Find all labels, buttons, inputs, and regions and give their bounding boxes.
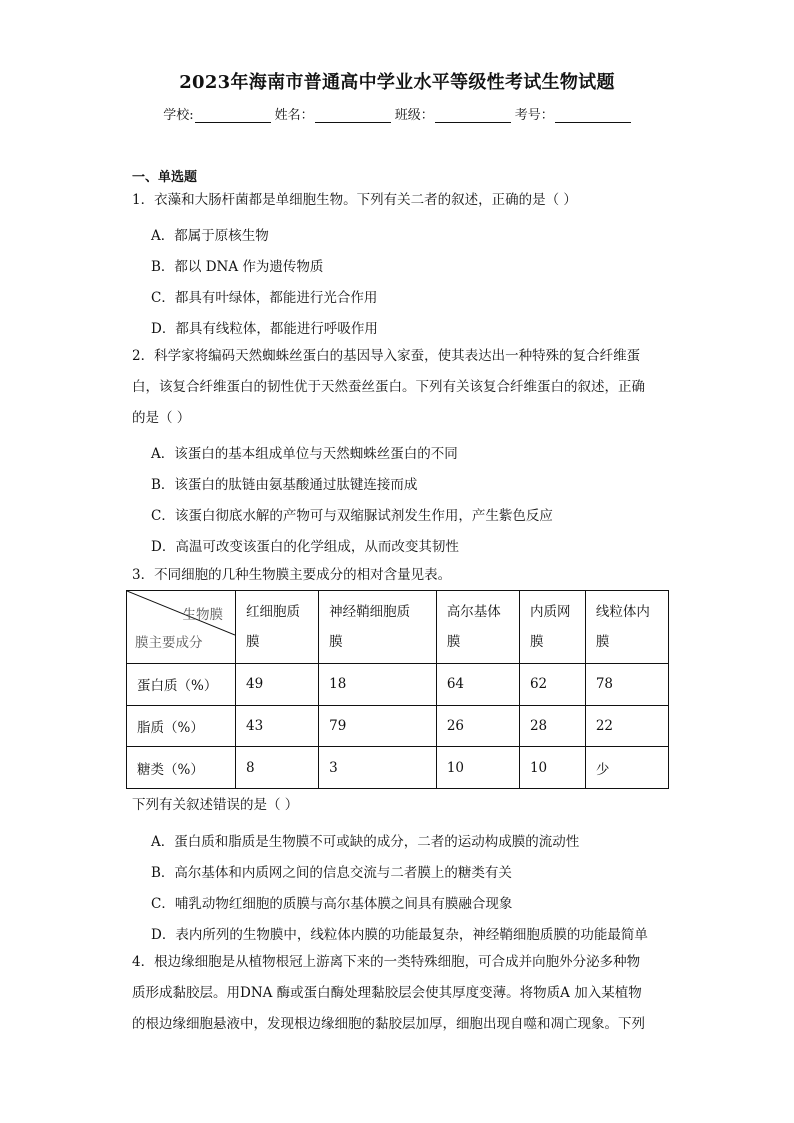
corner-top-label: 生物膜	[182, 607, 223, 623]
question-4-stem-line-2: 质形成黏胶层。用DNA 酶或蛋白酶处理黏胶层会使其厚度变薄。将物质A 加入某植物	[132, 985, 642, 1001]
question-2-option-c[interactable]: C．该蛋白彻底水解的产物可与双缩脲试剂发生作用，产生紫色反应	[151, 508, 553, 524]
table-corner-cell	[127, 591, 236, 664]
question-1-option-c[interactable]: C．都具有叶绿体，都能进行光合作用	[151, 290, 378, 306]
question-3-stem: 3．不同细胞的几种生物膜主要成分的相对含量见表。	[132, 567, 452, 583]
row-label-lipid: 脂质（%）	[127, 705, 236, 747]
class-label: 班级：	[394, 108, 434, 123]
student-info-line	[0, 104, 794, 123]
table-cell: 28	[519, 705, 585, 747]
table-cell: 10	[519, 747, 585, 789]
name-label: 姓名：	[274, 108, 314, 123]
question-2-option-d[interactable]: D．高温可改变该蛋白的化学组成，从而改变其韧性	[151, 539, 459, 555]
question-3-option-c[interactable]: C．哺乳动物红细胞的质膜与高尔基体膜之间具有膜融合现象	[151, 896, 513, 912]
corner-bottom-label: 膜主要成分	[135, 635, 203, 651]
row-label-sugar: 糖类（%）	[127, 747, 236, 789]
row-label-protein: 蛋白质（%）	[127, 664, 236, 706]
table-row	[127, 664, 669, 706]
table-cell: 49	[236, 664, 319, 706]
name-blank[interactable]	[315, 109, 391, 123]
exam-number-field[interactable]	[515, 104, 631, 123]
class-blank[interactable]	[435, 109, 511, 123]
name-field[interactable]	[275, 104, 391, 123]
table-cell: 22	[585, 705, 668, 747]
question-1-option-a[interactable]: A．都属于原核生物	[151, 228, 269, 244]
school-blank[interactable]	[195, 109, 271, 123]
table-cell: 8	[236, 747, 319, 789]
question-1-stem: 1．衣藻和大肠杆菌都是单细胞生物。下列有关二者的叙述，正确的是（ ）	[132, 192, 577, 208]
exam-number-label: 考号：	[514, 108, 554, 123]
question-2-option-b[interactable]: B．该蛋白的肽链由氨基酸通过肽键连接而成	[151, 477, 418, 493]
question-2-stem-line-2: 白，该复合纤维蛋白的韧性优于天然蚕丝蛋白。下列有关该复合纤维蛋白的叙述，正确	[132, 379, 645, 395]
table-cell: 26	[436, 705, 519, 747]
exam-title: 2023年海南市普通高中学业水平等级性考试生物试题	[179, 72, 615, 93]
corner-diagonal-line	[127, 591, 235, 663]
table-cell: 62	[519, 664, 585, 706]
table-row	[127, 747, 669, 789]
table-cell: 43	[236, 705, 319, 747]
column-header-schwann-cell-membrane: 神经鞘细胞质 膜	[319, 591, 437, 664]
membrane-composition-table	[126, 590, 669, 789]
table-cell: 少	[585, 747, 668, 789]
question-2-stem-line-3: 的是（ ）	[132, 410, 191, 426]
column-header-golgi-membrane: 高尔基体 膜	[436, 591, 519, 664]
question-3-option-d[interactable]: D．表内所列的生物膜中，线粒体内膜的功能最复杂，神经鞘细胞质膜的功能最简单	[151, 927, 648, 943]
question-2-option-a[interactable]: A．该蛋白的基本组成单位与天然蜘蛛丝蛋白的不同	[151, 446, 458, 462]
question-4-stem-line-1: 4．根边缘细胞是从植物根冠上游离下来的一类特殊细胞，可合成并向胞外分泌多种物	[132, 954, 641, 970]
question-2-stem-line-1: 2．科学家将编码天然蜘蛛丝蛋白的基因导入家蚕，使其表达出一种特殊的复合纤维蛋	[132, 348, 641, 364]
table-cell: 64	[436, 664, 519, 706]
question-3-option-b[interactable]: B．高尔基体和内质网之间的信息交流与二者膜上的糖类有关	[151, 865, 512, 881]
column-header-er-membrane: 内质网 膜	[519, 591, 585, 664]
table-cell: 18	[319, 664, 437, 706]
table-row	[127, 705, 669, 747]
column-header-red-cell-membrane: 红细胞质 膜	[236, 591, 319, 664]
question-3-prompt: 下列有关叙述错误的是（ ）	[132, 797, 299, 813]
table-header-row	[127, 591, 669, 664]
question-3-option-a[interactable]: A．蛋白质和脂质是生物膜不可或缺的成分，二者的运动构成膜的流动性	[151, 834, 580, 850]
table-cell: 78	[585, 664, 668, 706]
class-field[interactable]	[395, 104, 511, 123]
question-1-option-b[interactable]: B．都以 DNA 作为遗传物质	[151, 259, 324, 275]
table-cell: 10	[436, 747, 519, 789]
section-title: 一、单选题	[132, 170, 198, 185]
school-label: 学校:	[163, 108, 194, 123]
table-cell: 79	[319, 705, 437, 747]
school-field[interactable]	[163, 104, 270, 123]
column-header-mitochondria-inner-membrane: 线粒体内 膜	[585, 591, 668, 664]
question-1-option-d[interactable]: D．都具有线粒体，都能进行呼吸作用	[151, 321, 378, 337]
question-4-stem-line-3: 的根边缘细胞悬液中，发现根边缘细胞的黏胶层加厚，细胞出现自噬和凋亡现象。下列	[132, 1016, 645, 1032]
table-cell: 3	[319, 747, 437, 789]
exam-number-blank[interactable]	[555, 109, 631, 123]
